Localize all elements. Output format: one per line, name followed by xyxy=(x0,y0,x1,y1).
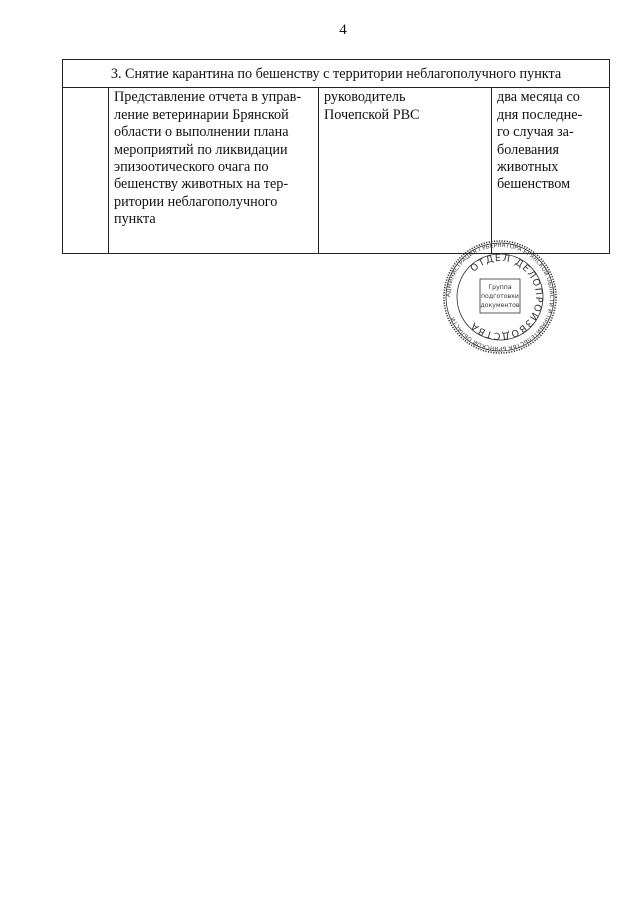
plan-table xyxy=(62,59,610,254)
seal-center-line-3: документов xyxy=(480,302,520,309)
page-number: 4 xyxy=(339,22,347,38)
seal-center-line-2: подготовки xyxy=(481,293,519,300)
seal-center-line-1: Группа xyxy=(488,284,512,291)
seal-arc-text: ОТДЕЛ ДЕЛОПРОИЗВОДСТВА xyxy=(468,252,545,342)
official-seal xyxy=(442,239,558,355)
row-number-cell xyxy=(63,88,109,254)
table-row xyxy=(63,88,610,254)
seal-outer-text: АДМИНИСТРАЦИЯ ГУБЕРНАТОРА БРЯНСКОЙ ОБЛАСТИ И ПРАВИТЕЛЬСТВА БРЯНСКОЙ ОБЛАСТИ xyxy=(445,242,555,352)
section-header-row xyxy=(63,60,610,88)
responsible-cell: руководитель Почепской РВС xyxy=(319,88,492,254)
action-cell: Представление отчета в управ- ление ветеринарии Брянской области о выполнении плана мероприятий по ликвидации эпизоотического очага по бешенству животных на тер- ритории неблагополучного пункта xyxy=(109,88,319,254)
section-title: 3. Снятие карантина по бешенству с территории неблагополучного пункта xyxy=(63,60,610,88)
term-cell: два месяца со дня последне- го случая за- болевания животных бешенством xyxy=(492,88,610,254)
